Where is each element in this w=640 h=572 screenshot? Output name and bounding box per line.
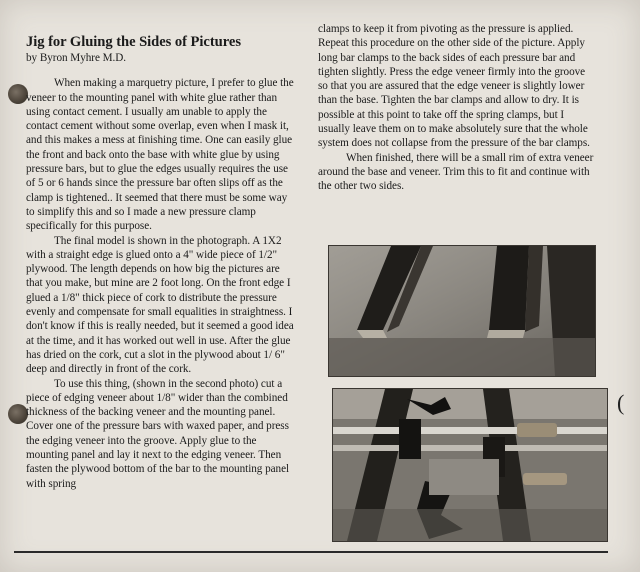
left-column xyxy=(26,34,298,491)
photo-clamps-in-use xyxy=(332,388,608,542)
right-column xyxy=(318,22,596,194)
photo-clamps-drawing xyxy=(333,389,607,541)
paragraph-5: When finished, there will be a small rim of extra veneer around the base and veneer. Trim this to fit and continue with the other two sides. xyxy=(318,151,594,193)
paragraph-2: The final model is shown in the photograph. A 1X2 with a straight edge is glued onto a 4" wide piece of 1/2" plywood. The length depends on how big the pictures are that you make, but mine are 2 foot long. On the front edge I glued a 1/8" thick piece of cork to distribute the pressure evenly and compensate for small equalities in straightness. I don't know if this is really needed, but it seemed a good idea at the time, and it has worked out well in use. After the glue has dried on the cork, cut a slot in the plywood about 1/ 6" deep and directly in front of the cork. xyxy=(26,234,294,376)
right-edge-bracket: ( xyxy=(617,390,625,415)
bottom-rule xyxy=(14,551,608,553)
binder-hole-bottom xyxy=(8,404,28,424)
article-byline: by Byron Myhre M.D. xyxy=(26,52,127,64)
article-title: Jig for Gluing the Sides of Pictures xyxy=(26,34,241,50)
binder-hole-top xyxy=(8,84,28,104)
paragraph-3: To use this thing, (shown in the second photo) cut a piece of edging veneer about 1/8" wider than the combined thickness of the backing veneer and the mounting panel. Cover one of the pressure bars with waxed paper, and press the edging veneer into the groove. Apply glue to the mounting panel and lay it next to the edging veneer. Then fasten the plywood bottom of the bar to the mounting panel with spring xyxy=(26,377,290,490)
paragraph-1: When making a marquetry picture, I prefer to glue the veneer to the mounting panel with white glue rather than using contact cement. I usually am unable to apply the contact cement without some overlap, even when I mask it, and this makes a mess at finishing time. One can easily glue the front and back onto the base with white glue by using pressure bars, but to glue the edges usually requires the use of 5 or 6 hands since the pressure bar often slips off as the clamp is tightened.. It seemed that there must be some way to simplify this and so I made a new pressure clamp specifically for this purpose. xyxy=(26,77,294,233)
photo-pressure-bars-drawing xyxy=(329,246,595,376)
photo-pressure-bars xyxy=(328,245,596,377)
paragraph-4: clamps to keep it from pivoting as the pressure is applied. Repeat this procedure on the other side of the picture. Apply long bar clamps to the back sides of each pressure bar and tighten slightly. Press the edge veneer firmly into the groove so that you are assured that the edge veneer is slightly lower than the base. Tighten the bar clamps and allow to dry. It is possible at this point to take off the spring clamps, but I usually leave them on to make absolutely sure that the whole system does not collapse from the pressure of the bar clamps. xyxy=(318,23,590,150)
